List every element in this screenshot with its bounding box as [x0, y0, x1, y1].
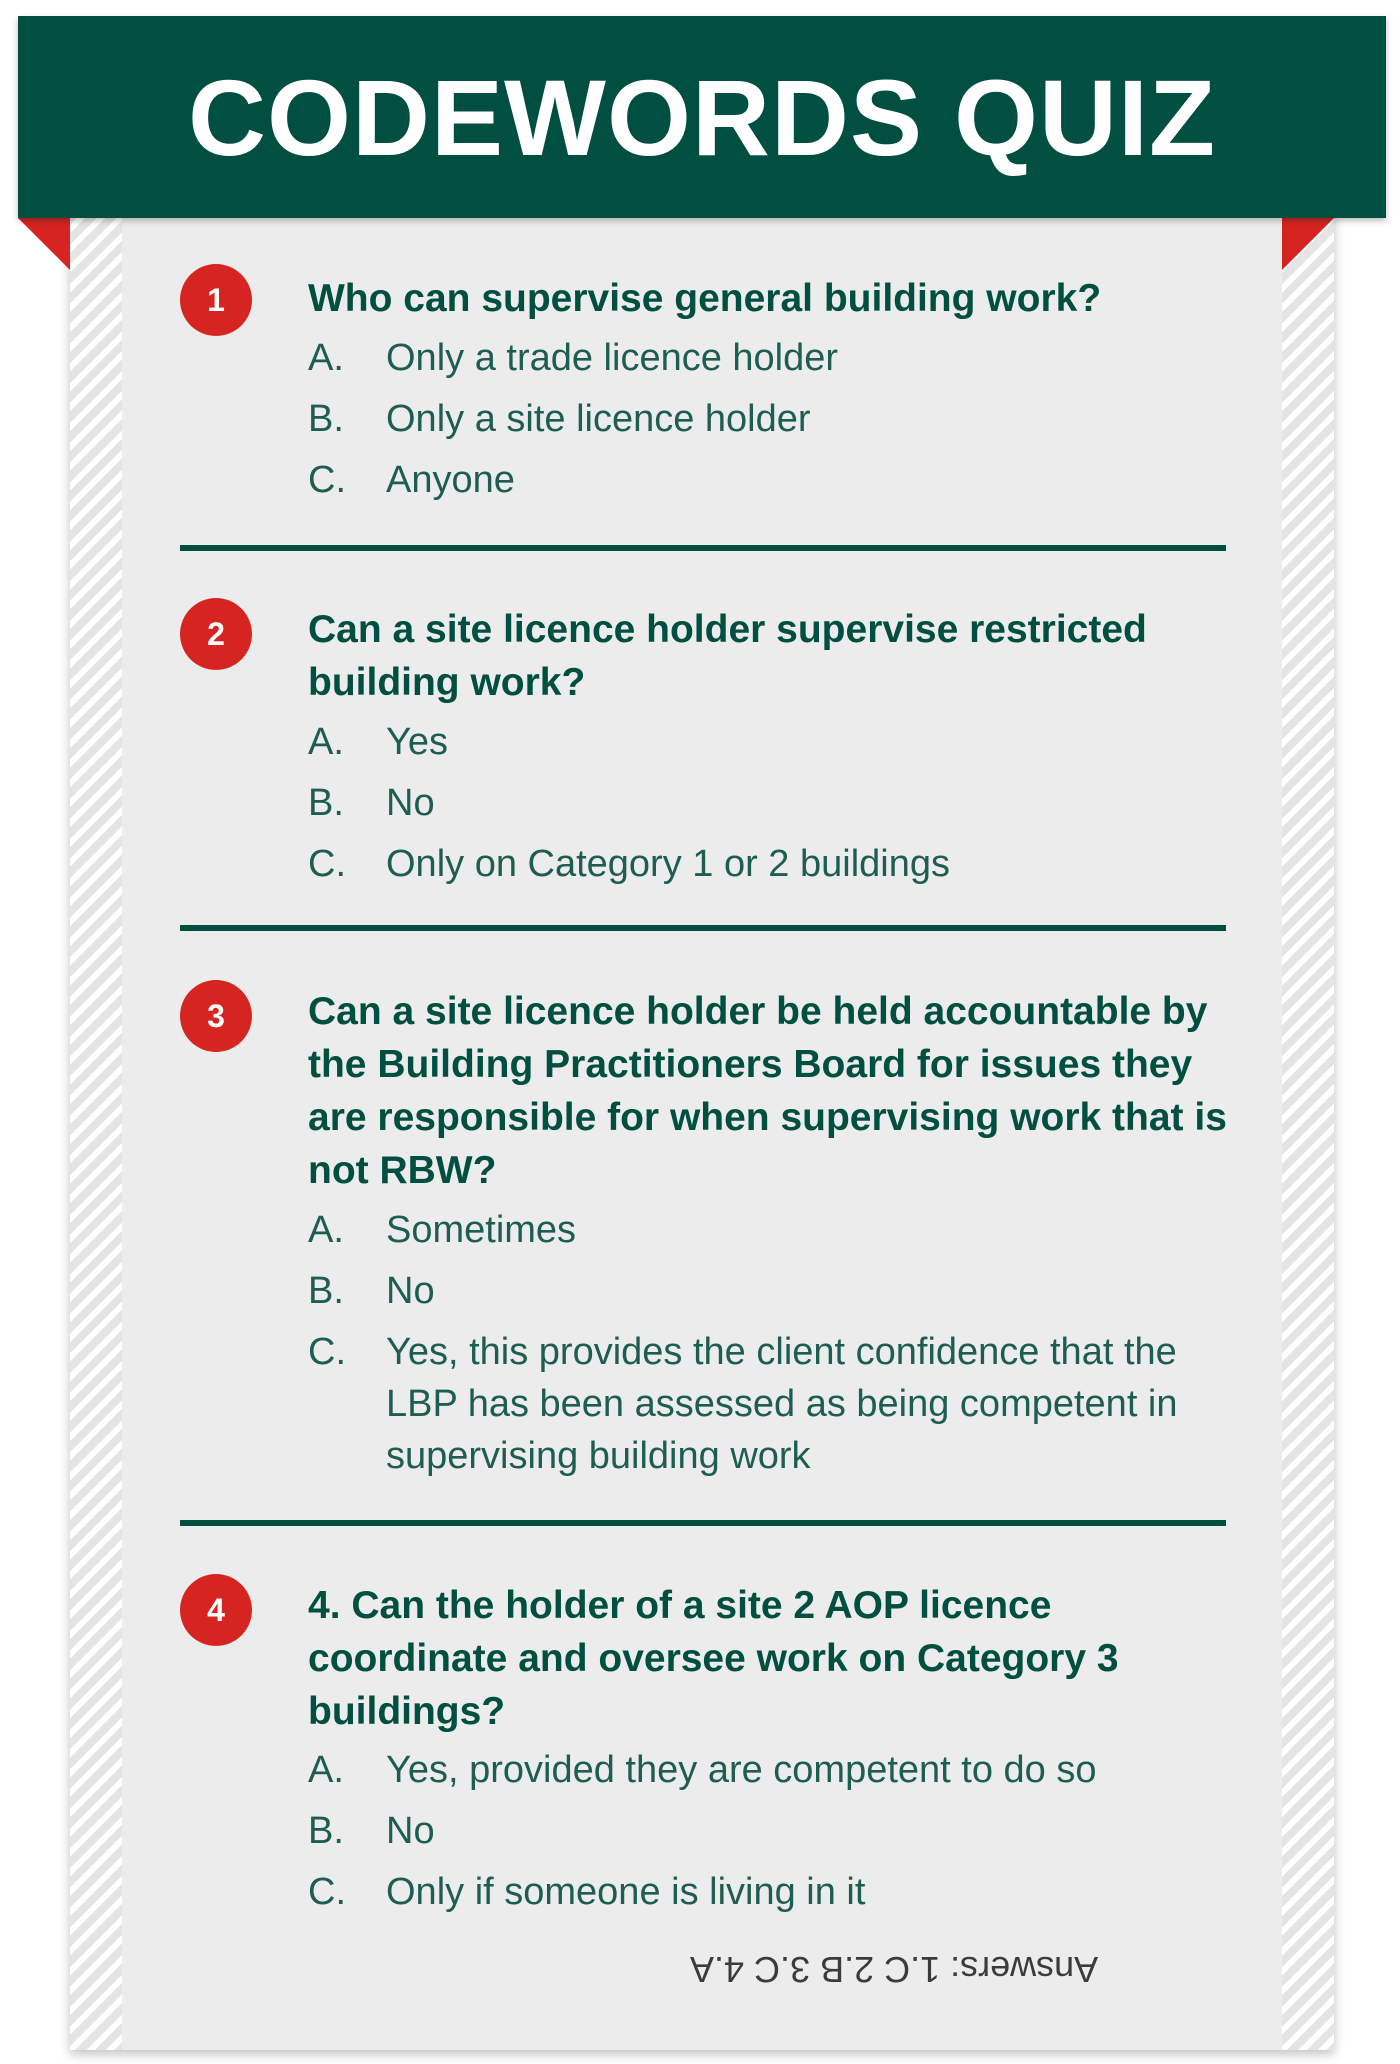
option-text: Sometimes: [386, 1209, 577, 1251]
option-text: Only a site licence holder: [386, 398, 811, 440]
option-text: Yes: [386, 721, 448, 763]
question-number-badge: 1: [180, 264, 252, 336]
option-letter: B.: [308, 782, 344, 824]
option-letter: C.: [308, 1331, 346, 1373]
option-letter: C.: [308, 843, 346, 885]
upside-down-answers: Answers: 1.C 2.B 3.C 4.A: [690, 1949, 1099, 1990]
title-banner: [18, 16, 1386, 218]
option-list: [308, 1744, 1238, 1927]
section-divider: [180, 545, 1226, 551]
option-text: Yes, provided they are competent to do so: [386, 1749, 1097, 1791]
right-stripe-border: [1282, 205, 1334, 2050]
option-letter: B.: [308, 1810, 344, 1852]
option-text: Only on Category 1 or 2 buildings: [386, 843, 950, 885]
question-number-badge: 3: [180, 980, 252, 1052]
section-divider: [180, 1520, 1226, 1526]
banner-fold-left: [18, 218, 70, 270]
question-text: Can a site licence holder supervise restricted building work?: [308, 608, 1147, 704]
option-a[interactable]: [308, 332, 1238, 384]
left-stripe-border: [70, 205, 122, 2050]
option-a[interactable]: [308, 716, 1238, 768]
option-b[interactable]: [308, 1805, 1238, 1857]
option-letter: A.: [308, 721, 344, 763]
question-number-badge: 4: [180, 1574, 252, 1646]
option-letter: A.: [308, 1209, 344, 1251]
option-c[interactable]: [308, 1326, 1238, 1482]
question-text: 4. Can the holder of a site 2 AOP licence coordinate and oversee work on Category 3 buildings?: [308, 1584, 1119, 1733]
option-text: Only a trade licence holder: [386, 337, 839, 379]
option-b[interactable]: [308, 393, 1238, 445]
option-letter: A.: [308, 337, 344, 379]
question-text: Who can supervise general building work?: [308, 277, 1102, 320]
option-b[interactable]: [308, 777, 1238, 829]
option-text: No: [386, 782, 435, 824]
option-text: No: [386, 1270, 435, 1312]
option-list: [308, 716, 1238, 899]
page-title: CODEWORDS QUIZ: [188, 56, 1216, 178]
option-a[interactable]: [308, 1744, 1238, 1796]
option-letter: B.: [308, 1270, 344, 1312]
option-text: Anyone: [386, 459, 515, 501]
option-list: [308, 1204, 1238, 1491]
option-text: No: [386, 1810, 435, 1852]
option-text: Yes, this provides the client confidence that the LBP has been assessed as being competent in supervising building work: [386, 1331, 1178, 1477]
option-letter: B.: [308, 398, 344, 440]
option-b[interactable]: [308, 1265, 1238, 1317]
option-list: [308, 332, 1238, 515]
option-letter: C.: [308, 1871, 346, 1913]
option-c[interactable]: [308, 454, 1238, 506]
option-c[interactable]: [308, 1866, 1238, 1918]
question-text: Can a site licence holder be held accountable by the Building Practitioners Board for issues they are responsible for when supervising work that is not RBW?: [308, 990, 1227, 1192]
option-text: Only if someone is living in it: [386, 1871, 866, 1913]
option-a[interactable]: [308, 1204, 1238, 1256]
option-letter: C.: [308, 459, 346, 501]
section-divider: [180, 925, 1226, 931]
option-letter: A.: [308, 1749, 344, 1791]
banner-fold-right: [1282, 218, 1334, 270]
option-c[interactable]: [308, 838, 1238, 890]
question-number-badge: 2: [180, 598, 252, 670]
